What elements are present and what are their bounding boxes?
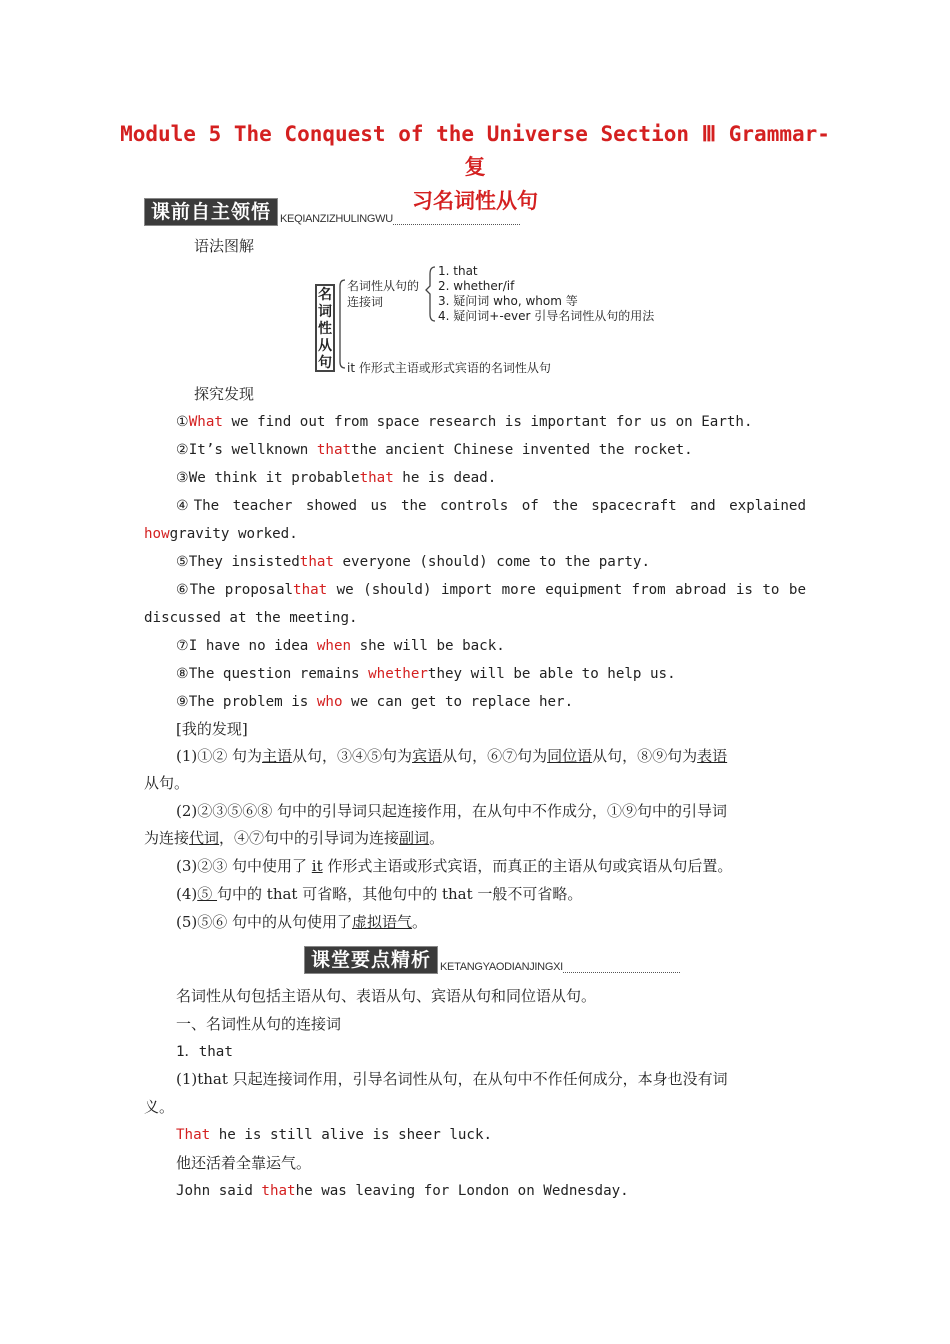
- body-example-1-translation: 他还活着全靠运气。: [176, 1154, 312, 1172]
- example-3: [176, 468, 840, 488]
- example-2: [176, 440, 840, 460]
- section-banner-preview: [144, 196, 520, 226]
- finding-answer: it: [311, 857, 323, 875]
- example-text: the ancient Chinese invented the rocket.: [351, 442, 693, 458]
- finding-text: 从句，⑥⑦句为: [442, 747, 548, 765]
- finding-2-cont: [144, 828, 808, 848]
- body-heading-2: 1．that: [176, 1044, 233, 1060]
- finding-4: [176, 884, 840, 904]
- example-6-cont: discussed at the meeting.: [144, 610, 358, 626]
- body-heading-1: 一、名词性从句的连接词: [176, 1015, 342, 1033]
- example-4: [176, 496, 806, 516]
- finding-answer: 副词: [399, 829, 430, 847]
- finding-text: (4): [176, 885, 198, 903]
- example-text: we find out from space research is important for us on Earth.: [222, 414, 753, 430]
- example-text: we can get to replace her.: [342, 694, 574, 710]
- diagram-item-1: 1. that: [438, 264, 478, 278]
- finding-5: [176, 912, 840, 932]
- finding-answer: 代词: [189, 829, 220, 847]
- grammar-diagram-heading: 语法图解: [194, 237, 255, 255]
- diagram-root-text: 名词性从句: [318, 287, 332, 371]
- example-6: [176, 580, 806, 600]
- finding-answer: ⑤: [197, 885, 218, 903]
- finding-text: 作形式主语或形式宾语，而真正的主语从句或宾语从句后置。: [322, 857, 733, 875]
- diagram-branch-2: it 作形式主语或形式宾语的名词性从句: [347, 361, 551, 375]
- banner-dotted-rule: [393, 223, 520, 225]
- example-text: they will be able to help us.: [427, 666, 676, 682]
- banner-label: 课前自主领悟: [144, 198, 278, 226]
- example-key: that: [261, 1183, 296, 1199]
- finding-text: 从句，⑧⑨句为: [592, 747, 698, 765]
- body-intro: 名词性从句包括主语从句、表语从句、宾语从句和同位语从句。: [176, 987, 597, 1005]
- diagram-item-3: 3. 疑问词 who, whom 等: [438, 294, 578, 308]
- finding-answer: 表语: [697, 747, 728, 765]
- finding-text: 从句，③④⑤句为: [292, 747, 413, 765]
- example-4-cont: [144, 524, 808, 544]
- example-text: John said: [176, 1183, 262, 1199]
- example-num: ⑨: [176, 694, 189, 710]
- example-text: gravity worked.: [169, 526, 298, 542]
- example-num: ⑧: [176, 666, 189, 682]
- example-7: [176, 636, 840, 656]
- example-num: ⑥: [176, 582, 190, 598]
- example-key: that: [299, 554, 334, 570]
- title-line-2: 习名词性从句: [412, 188, 538, 213]
- example-text: It’s wellknown: [188, 442, 317, 458]
- example-9: [176, 692, 840, 712]
- diagram-branch-1: 名词性从句的: [347, 279, 420, 293]
- example-num: ⑤: [176, 554, 189, 570]
- finding-answer: 主语: [262, 747, 293, 765]
- example-text: They insisted: [188, 554, 300, 570]
- body-example-1: [176, 1125, 840, 1145]
- example-text: everyone (should) come to the party.: [333, 554, 650, 570]
- example-key: who: [316, 694, 343, 710]
- finding-2: (2)②③⑤⑥⑧ 句中的引导词只起连接作用，在从句中不作成分，①⑨句中的引导词: [176, 802, 728, 820]
- finding-answer: 同位语: [547, 747, 593, 765]
- example-text: The teacher showed us the controls of the spacecraft and explained: [193, 498, 806, 514]
- finding-answer: 宾语: [412, 747, 443, 765]
- example-key: whether: [368, 666, 428, 682]
- finding-text: (1)①② 句为: [176, 747, 263, 765]
- finding-text: (5)⑤⑥ 句中的从句使用了: [176, 913, 353, 931]
- example-text: I have no idea: [188, 638, 317, 654]
- example-text: he is dead.: [393, 470, 497, 486]
- example-num: ②: [176, 442, 189, 458]
- example-1: [176, 412, 840, 432]
- diagram-branch-1b: 连接词: [347, 295, 384, 309]
- finding-3: [176, 856, 840, 876]
- example-key: that: [316, 442, 352, 458]
- grammar-diagram: [313, 262, 673, 380]
- banner-dotted-rule: [563, 971, 680, 973]
- example-key: when: [316, 638, 352, 654]
- example-num: ③: [176, 470, 189, 486]
- body-example-2: [176, 1181, 840, 1201]
- finding-text: 。: [412, 913, 428, 931]
- example-text: The proposal: [189, 582, 294, 598]
- body-paragraph-1-cont: 义。: [144, 1098, 175, 1116]
- example-key: that: [293, 582, 328, 598]
- banner-pinyin: KETANGYAODIANJINGXI: [440, 961, 563, 973]
- example-key: That: [176, 1127, 211, 1143]
- banner-pinyin: KEQIANZIZHULINGWU: [280, 213, 393, 225]
- example-text: The question remains: [188, 666, 369, 682]
- banner-label: 课堂要点精析: [304, 946, 438, 974]
- example-key: that: [359, 470, 394, 486]
- title-line-1: Module 5 The Conquest of the Universe Section Ⅲ Grammar-复: [120, 122, 830, 179]
- finding-text: 。: [429, 829, 445, 847]
- finding-1: [176, 746, 840, 766]
- example-text: we (should) import more equipment from abroad is to be: [327, 582, 806, 598]
- example-num: ⑦: [176, 638, 189, 654]
- finding-answer: 虚拟语气: [352, 913, 413, 931]
- explore-heading: 探究发现: [194, 385, 255, 403]
- example-num: ①: [176, 414, 189, 430]
- example-key: What: [188, 414, 223, 430]
- diagram-item-2: 2. whether/if: [438, 279, 515, 293]
- example-text: she will be back.: [351, 638, 505, 654]
- section-banner-analysis: [304, 944, 680, 974]
- finding-text: 句中的 that 可省略，其他句中的 that 一般不可省略。: [217, 885, 583, 903]
- example-8: [176, 664, 840, 684]
- finding-text: (3)②③ 句中使用了: [176, 857, 312, 875]
- example-text: The problem is: [188, 694, 317, 710]
- finding-1-cont: 从句。: [144, 774, 190, 792]
- example-key: how: [144, 526, 170, 542]
- example-text: he was leaving for London on Wednesday.: [295, 1183, 629, 1199]
- body-paragraph-1: (1)that 只起连接词作用，引导名词性从句，在从句中不作任何成分，本身也没有词: [176, 1070, 728, 1088]
- finding-text: 为连接: [144, 829, 190, 847]
- finding-text: ，④⑦句中的引导词为连接: [219, 829, 400, 847]
- example-num: ④: [176, 498, 194, 514]
- discovery-heading: [我的发现]: [176, 720, 248, 738]
- example-text: We think it probable: [188, 470, 360, 486]
- example-5: [176, 552, 840, 572]
- example-text: he is still alive is sheer luck.: [210, 1127, 493, 1143]
- diagram-item-4: 4. 疑问词+-ever 引导名词性从句的用法: [438, 309, 655, 323]
